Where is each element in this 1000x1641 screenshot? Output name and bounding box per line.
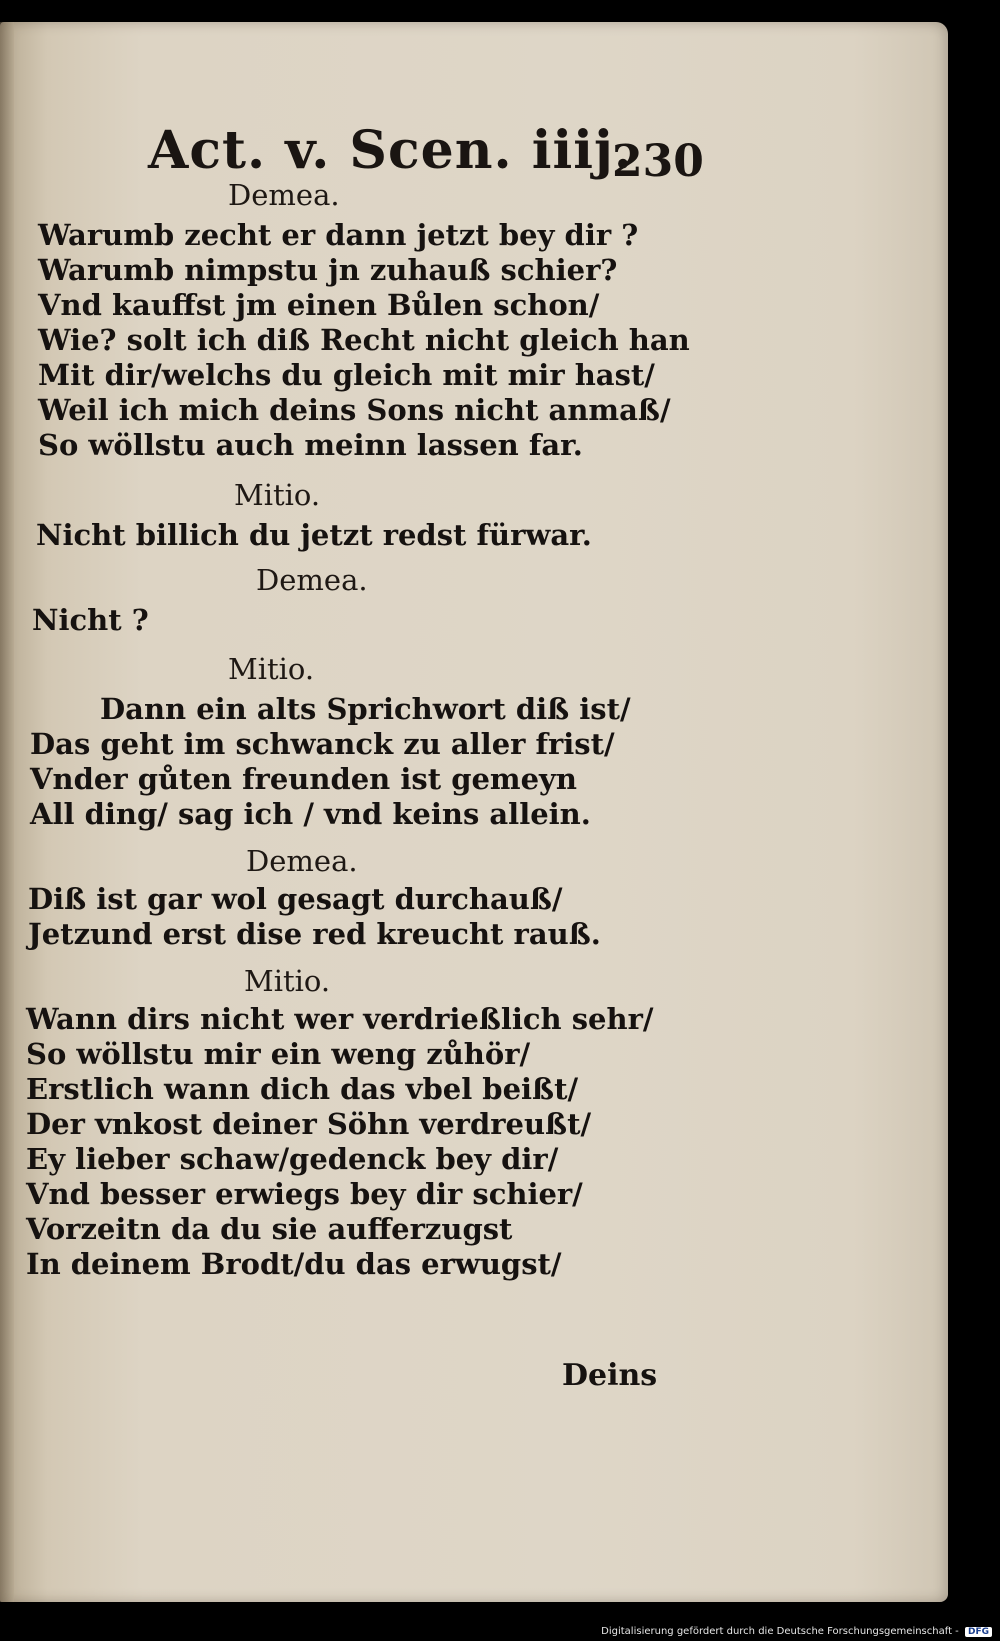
- page-header-title: Act. v. Scen. iiij.: [148, 120, 633, 181]
- book-page: [0, 22, 948, 1602]
- verse-line: Mit dir/welchs du gleich mit mir hast/: [38, 358, 655, 392]
- verse-line: Vnd kauffst jm einen Bůlen schon/: [38, 288, 600, 322]
- verse-line: Vnd besser erwiegs bey dir schier/: [26, 1177, 583, 1211]
- speaker-name: Mitio.: [234, 478, 321, 512]
- verse-line: Vorzeitn da du sie aufferzugst: [26, 1212, 513, 1246]
- verse-line: Ey lieber schaw/gedenck bey dir/: [26, 1142, 559, 1176]
- verse-line: Erstlich wann dich das vbel beißt/: [26, 1072, 579, 1106]
- verse-line: Das geht im schwanck zu aller frist/: [30, 727, 615, 761]
- verse-line: Warumb zecht er dann jetzt bey dir ?: [38, 218, 639, 252]
- funding-credit: [601, 1626, 992, 1637]
- verse-line: Vnder gůten freunden ist gemeyn: [30, 762, 577, 796]
- verse-line: Wann dirs nicht wer verdrießlich sehr/: [26, 1002, 654, 1036]
- page-number: 230: [612, 136, 704, 187]
- funding-credit-text: Digitalisierung gefördert durch die Deutsche Forschungsgemeinschaft -: [601, 1626, 959, 1637]
- verse-line: Nicht billich du jetzt redst fürwar.: [36, 518, 592, 552]
- verse-line: Diß ist gar wol gesagt durchauß/: [28, 882, 563, 916]
- speaker-name: Demea.: [228, 178, 340, 212]
- speaker-name: Demea.: [246, 844, 358, 878]
- verse-line: Weil ich mich deins Sons nicht anmaß/: [38, 393, 671, 427]
- verse-line: All ding/ sag ich / vnd keins allein.: [30, 797, 591, 831]
- speaker-name: Demea.: [256, 563, 368, 597]
- catchword: Deins: [562, 1358, 658, 1393]
- verse-line: Dann ein alts Sprichwort diß ist/: [100, 692, 631, 726]
- verse-line: Wie? solt ich diß Recht nicht gleich han: [38, 323, 690, 357]
- speaker-name: Mitio.: [228, 652, 315, 686]
- verse-line: In deinem Brodt/du das erwugst/: [26, 1247, 562, 1281]
- verse-line: So wöllstu mir ein weng zůhör/: [26, 1037, 531, 1071]
- verse-line: Nicht ?: [32, 603, 149, 637]
- verse-line: So wöllstu auch meinn lassen far.: [38, 428, 583, 462]
- dfg-logo-icon: DFG: [965, 1627, 992, 1637]
- speaker-name: Mitio.: [244, 964, 331, 998]
- verse-line: Der vnkost deiner Söhn verdreußt/: [26, 1107, 592, 1141]
- verse-line: Warumb nimpstu jn zuhauß schier?: [38, 253, 618, 287]
- page-gutter: [0, 22, 14, 1602]
- verse-line: Jetzund erst dise red kreucht rauß.: [28, 917, 601, 951]
